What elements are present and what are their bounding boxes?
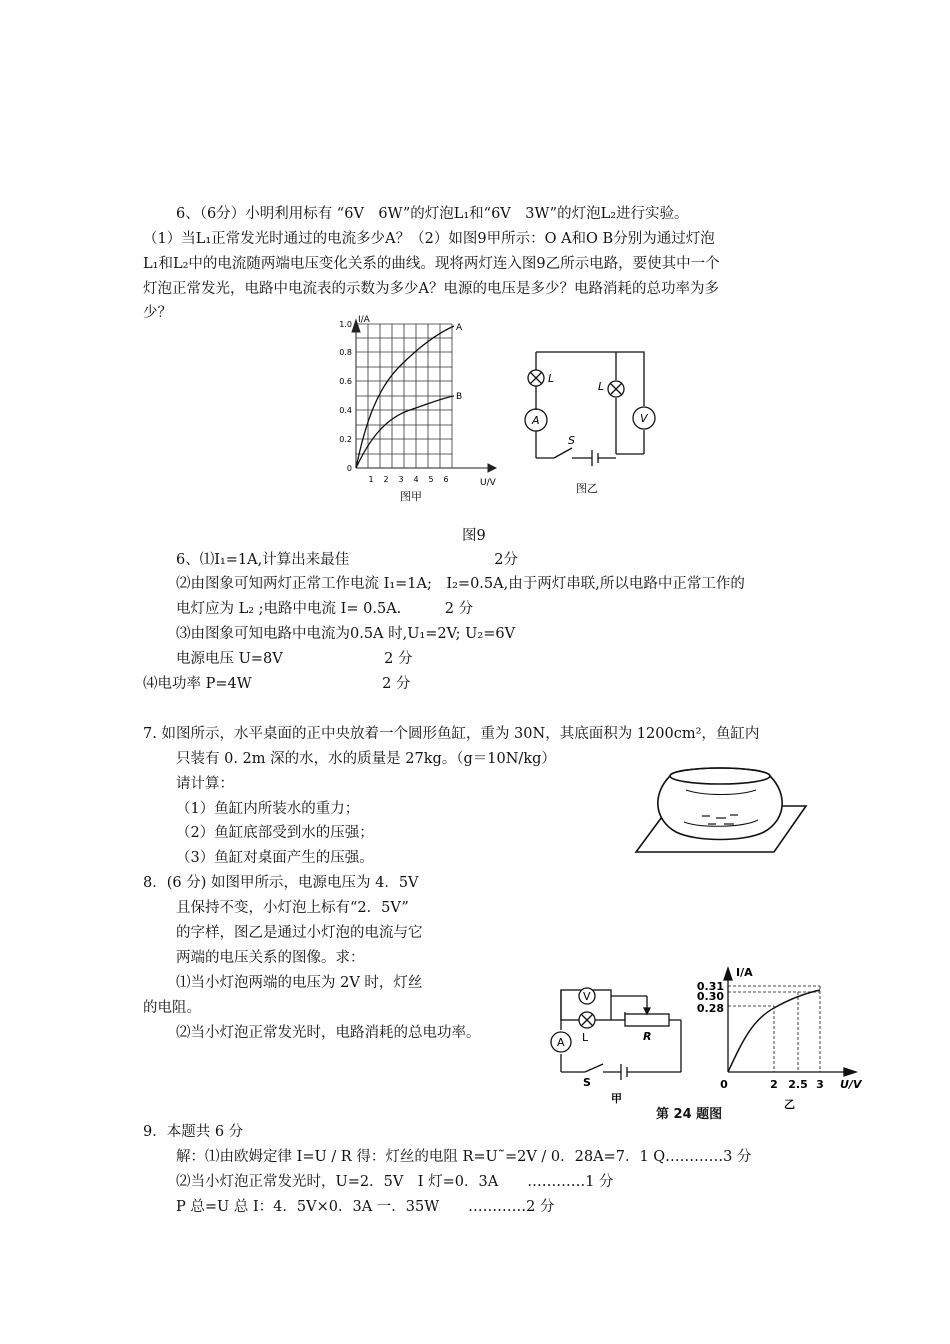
graph24-x-title: U/V: [840, 1078, 862, 1091]
q8-line-6: 的电阻。: [143, 1000, 201, 1016]
svg-text:2: 2: [770, 1078, 778, 1091]
circuit9-lamp2-label: L: [598, 380, 605, 393]
svg-text:1.0: 1.0: [339, 320, 352, 329]
svg-text:0.2: 0.2: [339, 435, 352, 444]
q7-line-2: 只装有 0. 2m 深的水，水的质量是 27kg。（g＝10N/kg）: [176, 751, 556, 767]
svg-text:2.5: 2.5: [788, 1078, 808, 1091]
svg-text:0.4: 0.4: [339, 406, 352, 415]
a6-line-1: 6、⑴I₁=1A,计算出来最佳 2分: [176, 552, 518, 568]
q6-line-1: 6、（6分）小明利用标有 “6V 6W”的灯泡L₁和“6V 3W”的灯泡L₂进行实验。: [176, 206, 689, 222]
a9-line-3: ⑵当小灯泡正常发光时，U=2．5V I 灯=0．3A …………1 分: [176, 1174, 614, 1190]
svg-text:2: 2: [383, 475, 389, 484]
q7-line-1: 7. 如图所示，水平桌面的正中央放着一个圆形鱼缸，重为 30N，其底面积为 1200cm²，鱼缸内: [143, 726, 760, 742]
q7-line-4: （1）鱼缸内所装水的重力；: [176, 801, 360, 817]
circuit24-switch-label: S: [583, 1076, 591, 1089]
a9-line-4: P 总=U 总 I：4．5V×0．3A 一．35W …………2 分: [176, 1199, 555, 1215]
q6-line-2: （1）当L₁正常发光时通过的电流多少A？（2）如图9甲所示：O A和O B分别为通过灯泡: [143, 231, 715, 247]
graph9-x-title: U/V: [480, 478, 496, 488]
graph24-y-title: I/A: [736, 966, 753, 979]
circuit24-voltmeter-label: V: [583, 990, 591, 1003]
circuit9-voltmeter-label: V: [640, 412, 648, 425]
curve-a: [356, 326, 454, 468]
q6-line-4: 灯泡正常发光，电路中电流表的示数为多少A？电源的电压是多少？电路消耗的总功率为多: [143, 281, 719, 297]
circuit24-lamp-label: L: [582, 1031, 589, 1044]
a6-line-6: ⑷电功率 P=4W 2 分: [143, 676, 411, 692]
a9-line-2: 解：⑴由欧姆定律 I=U / R 得：灯丝的电阻 R=U˜=2V / 0．28A=7．1 Q…………3 分: [176, 1149, 752, 1165]
a6-line-2: ⑵由图象可知两灯正常工作电流 I₁=1A; I₂=0.5A,由于两灯串联,所以电路中正常工作的: [176, 576, 745, 592]
q8-line-3: 的字样，图乙是通过小灯泡的电流与它: [176, 925, 423, 941]
circuit9-caption: 图乙: [576, 482, 598, 495]
a6-line-3: 电灯应为 L₂ ;电路中电流 I= 0.5A. 2 分: [176, 601, 474, 617]
circuit24-ammeter-label: A: [557, 1036, 565, 1049]
svg-text:0.30: 0.30: [696, 990, 724, 1003]
figure-9-graph: [320, 310, 500, 506]
q8-line-4: 两端的电压关系的图像。求：: [176, 950, 365, 966]
svg-text:0.31: 0.31: [696, 980, 724, 993]
fish-bowl-figure: [630, 764, 810, 856]
q7-line-3: 请计算：: [176, 776, 234, 792]
svg-text:5: 5: [428, 475, 434, 484]
svg-text:0: 0: [720, 1078, 728, 1091]
graph9-curve-b-label: B: [456, 392, 463, 402]
svg-text:3: 3: [398, 475, 404, 484]
q6-line-3: L₁和L₂中的电流随两端电压变化关系的曲线。现将两灯连入图9乙所示电路，要使其中一个: [143, 256, 720, 272]
q8-line-7: ⑵当小灯泡正常发光时，电路消耗的总电功率。: [176, 1025, 481, 1041]
q7-line-5: （2）鱼缸底部受到水的压强；: [176, 825, 374, 841]
svg-text:0.8: 0.8: [339, 348, 352, 357]
figure-24-graph: [690, 962, 870, 1112]
svg-text:6: 6: [443, 475, 449, 484]
graph9-caption: 图甲: [400, 490, 422, 503]
circuit9-ammeter-label: A: [532, 414, 540, 427]
graph9-y-title: I/A: [358, 315, 370, 325]
q7-line-6: （3）鱼缸对桌面产生的压强。: [176, 850, 374, 866]
a9-line-1: 9．本题共 6 分: [143, 1124, 244, 1140]
svg-text:1: 1: [368, 475, 374, 484]
q6-line-5: 少？: [143, 305, 172, 321]
q8-line-2: 且保持不变，小灯泡上标有“2．5V”: [176, 900, 409, 916]
svg-text:3: 3: [816, 1078, 824, 1091]
a6-line-4: ⑶由图象可知电路中电流为0.5A 时,U₁=2V; U₂=6V: [176, 626, 516, 642]
circuit9-switch-label: S: [568, 434, 575, 447]
circuit9-lamp1-label: L: [548, 372, 555, 385]
svg-text:4: 4: [413, 475, 419, 484]
figure-9-circuit: [510, 340, 670, 500]
q8-line-1: 8．(6 分) 如图甲所示，电源电压为 4．5V: [143, 875, 419, 891]
figure-9-caption: 图9: [462, 528, 486, 544]
circuit24-caption: 甲: [611, 1092, 622, 1104]
figure-24-circuit: [545, 978, 695, 1104]
figure-24-caption: 第 24 题图: [656, 1107, 723, 1122]
graph9-curve-a-label: A: [456, 323, 463, 333]
svg-text:0.6: 0.6: [339, 377, 352, 386]
svg-text:0: 0: [346, 464, 352, 473]
a6-line-5: 电源电压 U=8V 2 分: [176, 651, 413, 667]
curve-b: [356, 396, 454, 468]
circuit24-resistor-label: R: [643, 1030, 652, 1043]
graph24-caption: 乙: [784, 1098, 795, 1111]
svg-text:0.28: 0.28: [696, 1002, 724, 1015]
q8-line-5: ⑴当小灯泡两端的电压为 2V 时，灯丝: [176, 975, 423, 991]
